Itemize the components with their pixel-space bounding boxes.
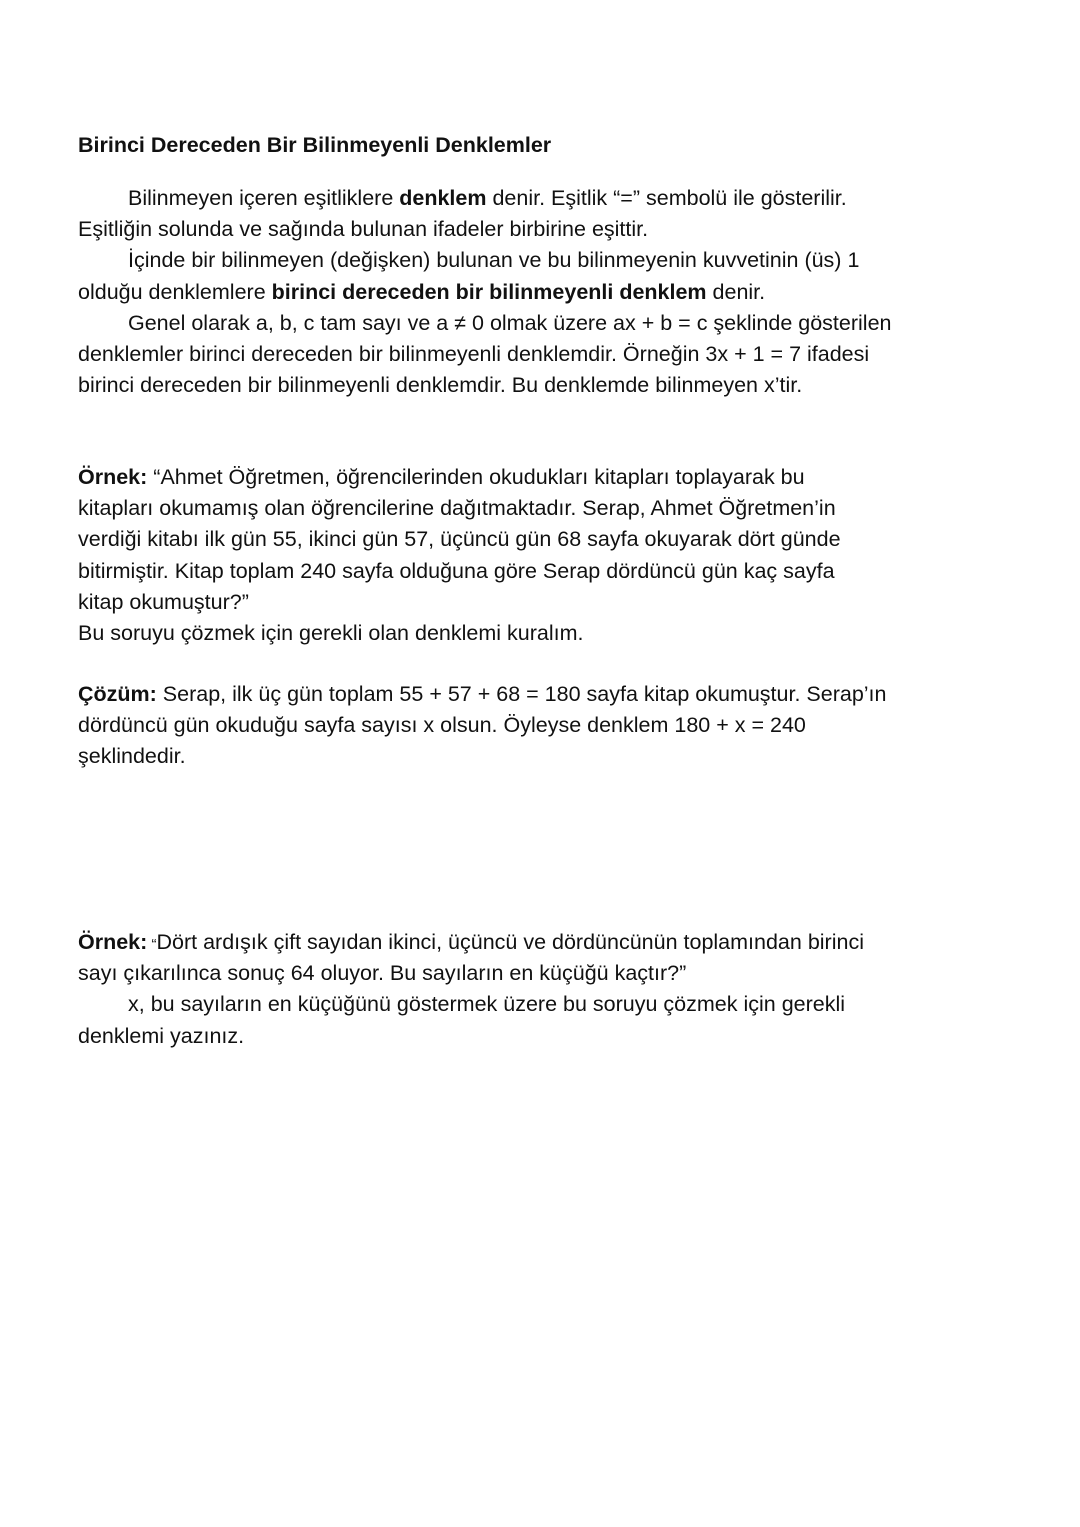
intro-line xyxy=(78,277,958,308)
page-title: Birinci Dereceden Bir Bilinmeyenli Denklemler xyxy=(78,133,552,157)
example-line: kitapları okumamış olan öğrencilerine dağıtmaktadır. Serap, Ahmet Öğretmen’in xyxy=(78,496,836,521)
open-quote: “ xyxy=(147,936,157,953)
solution-label: Çözüm: xyxy=(78,682,157,706)
example-label: Örnek: xyxy=(78,465,148,489)
intro-section xyxy=(78,183,958,401)
solution-text: Serap, ilk üç gün toplam 55 + 57 + 68 = 180 sayfa kitap okumuştur. Serap’ın xyxy=(156,682,887,706)
example-line: kitap okumuştur?” xyxy=(78,589,249,614)
example-line: verdiği kitabı ilk gün 55, ikinci gün 57, üçüncü gün 68 sayfa okuyarak dört günde xyxy=(78,527,841,552)
example-line xyxy=(78,927,958,958)
intro-text: denir. Eşitlik “=” sembolü ile gösterilir. xyxy=(486,186,847,210)
solution-1 xyxy=(78,679,958,773)
term-denklem: denklem xyxy=(399,186,487,210)
example-line: x, bu sayıların en küçüğünü göstermek üzere bu soruyu çözmek için gerekli xyxy=(128,992,846,1017)
solution-line: dördüncü gün okuduğu sayfa sayısı x olsun. Öyleyse denklem 180 + x = 240 xyxy=(78,713,806,738)
intro-line xyxy=(78,183,958,214)
example-line: Bu soruyu çözmek için gerekli olan denklemi kuralım. xyxy=(78,620,584,645)
intro-text: olduğu denklemlere xyxy=(78,279,272,304)
intro-line: birinci dereceden bir bilinmeyenli denklemdir. Bu denklemde bilinmeyen x’tir. xyxy=(78,373,803,398)
example-text: “Ahmet Öğretmen, öğrencilerinden okudukları kitapları toplayarak bu xyxy=(147,465,805,489)
example-2 xyxy=(78,927,958,1052)
intro-line: denklemler birinci dereceden bir bilinmeyenli denklemdir. Örneğin 3x + 1 = 7 ifadesi xyxy=(78,341,870,366)
intro-line: Genel olarak a, b, c tam sayı ve a ≠ 0 olmak üzere ax + b = c şeklinde gösterilen xyxy=(128,310,892,335)
term-definition: birinci dereceden bir bilinmeyenli denklem xyxy=(271,279,707,304)
example-1 xyxy=(78,462,958,649)
example-text: Dört ardışık çift sayıdan ikinci, üçüncü ve dördüncünün toplamından birinci xyxy=(156,930,864,954)
intro-line: İçinde bir bilinmeyen (değişken) bulunan ve bu bilinmeyenin kuvvetinin (üs) 1 xyxy=(128,248,860,273)
intro-text: denir. xyxy=(706,279,766,304)
example-line: denklemi yazınız. xyxy=(78,1023,245,1048)
solution-line xyxy=(78,679,958,710)
example-line xyxy=(78,462,958,493)
example-line: bitirmiştir. Kitap toplam 240 sayfa olduğuna göre Serap dördüncü gün kaç sayfa xyxy=(78,558,835,583)
example-line: sayı çıkarılınca sonuç 64 oluyor. Bu sayıların en küçüğü kaçtır?” xyxy=(78,961,687,986)
solution-line: şeklindedir. xyxy=(78,744,186,769)
intro-line: Eşitliğin solunda ve sağında bulunan ifadeler birbirine eşittir. xyxy=(78,217,649,242)
example-label: Örnek: xyxy=(78,930,148,954)
intro-text: Bilinmeyen içeren eşitliklere xyxy=(128,186,400,210)
